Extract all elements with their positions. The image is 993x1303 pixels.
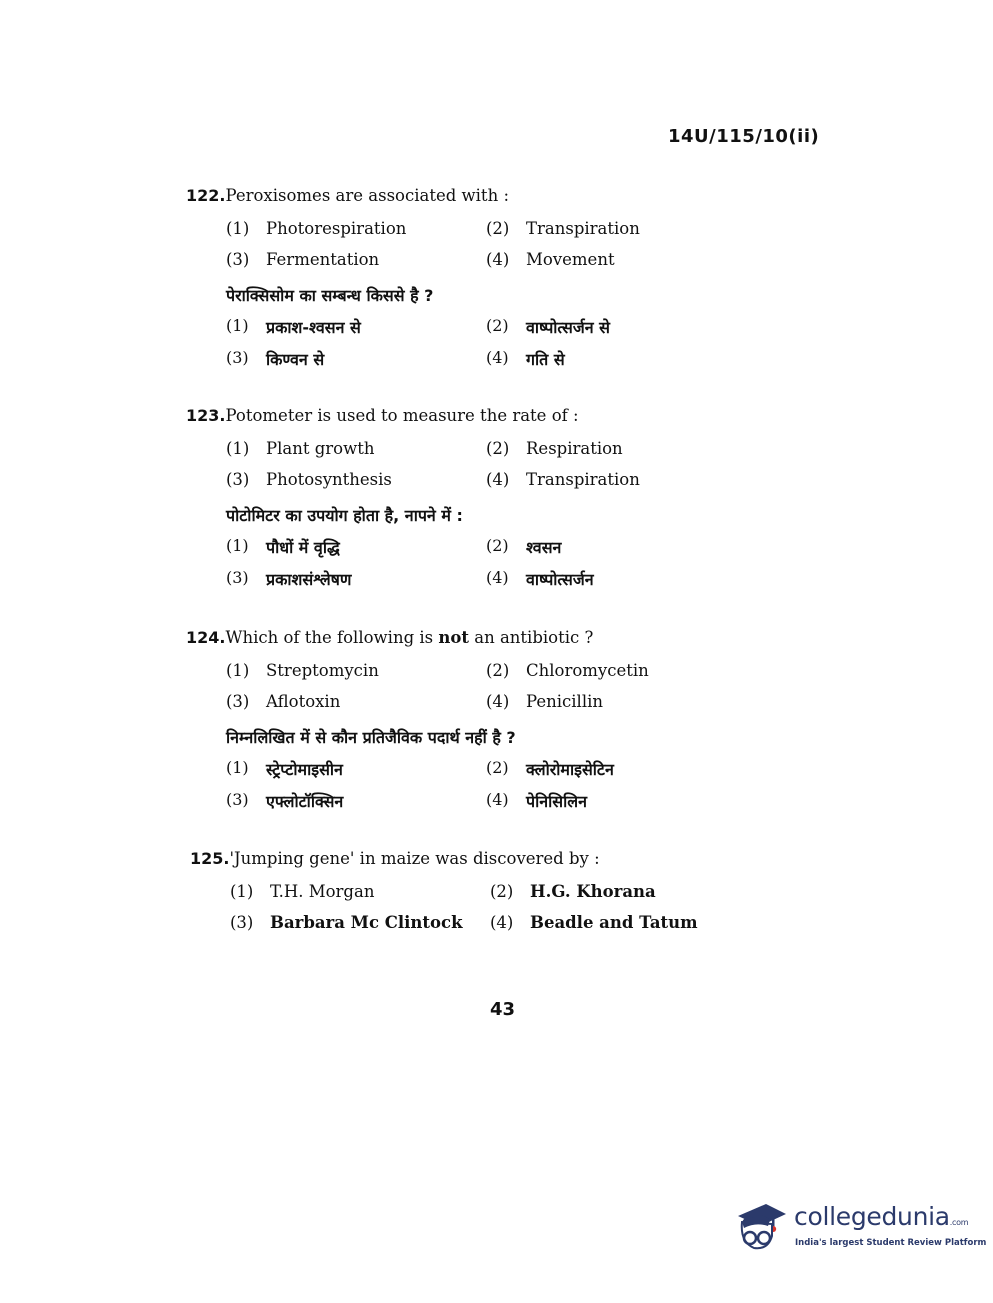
hindi-option-1: (1) स्ट्रेप्टोमाइसीन <box>226 758 343 779</box>
page-number: 43 <box>490 999 516 1020</box>
question-stem-hindi: पोटोमिटर का उपयोग होता है, नापने में : <box>226 506 463 525</box>
question-emphasis: not <box>438 628 469 647</box>
question-stem-hindi: निम्नलिखित में से कौन प्रतिजैविक पदार्थ नहीं है ? <box>226 728 516 747</box>
hindi-option-2: (2) क्लोरोमाइसेटिन <box>486 758 614 779</box>
option-3: (3) Barbara Mc Clintock <box>230 913 463 932</box>
question-stem: 'Jumping gene' in maize was discovered by : <box>229 849 600 868</box>
option-4: (4) Beadle and Tatum <box>490 913 698 932</box>
options-hindi <box>226 753 746 817</box>
logo-tagline: India's largest Student Review Platform <box>795 1238 987 1248</box>
question-number: 123. <box>186 406 226 425</box>
option-4: (4) Transpiration <box>486 470 640 489</box>
hindi-option-1: (1) प्रकाश-श्वसन से <box>226 316 361 337</box>
option-1: (1) Plant growth <box>226 439 375 458</box>
option-2: (2) Transpiration <box>486 219 640 238</box>
question-stem: Peroxisomes are associated with : <box>225 186 509 205</box>
question-stem: Which of the following is <box>225 628 439 647</box>
hindi-option-3: (3) प्रकाशसंश्लेषण <box>226 568 352 589</box>
question-stem-end: an antibiotic ? <box>469 628 594 647</box>
question-text <box>186 185 746 207</box>
option-2: (2) Chloromycetin <box>486 661 649 680</box>
question-124 <box>186 627 746 817</box>
collegedunia-logo <box>732 1196 987 1258</box>
option-3: (3) Fermentation <box>226 250 380 269</box>
logo-wordmark: collegedunia.com <box>794 1202 969 1231</box>
options-english <box>226 213 746 275</box>
options-english <box>226 433 746 495</box>
graduate-mascot-icon <box>732 1196 788 1254</box>
hindi-option-2: (2) श्वसन <box>486 536 562 557</box>
hindi-option-1: (1) पौधों में वृद्धि <box>226 536 340 557</box>
option-2: (2) Respiration <box>486 439 623 458</box>
paper-code: 14U/115/10(ii) <box>668 126 820 147</box>
question-text <box>186 405 746 427</box>
option-3: (3) Photosynthesis <box>226 470 392 489</box>
options-english <box>230 876 750 938</box>
question-123 <box>186 405 746 595</box>
option-3: (3) Aflotoxin <box>226 692 341 711</box>
option-4: (4) Penicillin <box>486 692 604 711</box>
options-english <box>226 655 746 717</box>
option-2: (2) H.G. Khorana <box>490 882 656 901</box>
hindi-option-4: (4) गति से <box>486 348 565 369</box>
question-number: 122. <box>186 186 226 205</box>
options-hindi <box>226 531 746 595</box>
option-4: (4) Movement <box>486 250 615 269</box>
hindi-version <box>186 505 746 595</box>
question-text <box>190 848 750 870</box>
option-1: (1) Streptomycin <box>226 661 379 680</box>
option-1: (1) T.H. Morgan <box>230 882 375 901</box>
question-122 <box>186 185 746 375</box>
question-125 <box>190 848 750 938</box>
hindi-option-2: (2) वाष्पोत्सर्जन से <box>486 316 610 337</box>
question-number: 124. <box>186 628 226 647</box>
hindi-option-3: (3) किण्वन से <box>226 348 325 369</box>
question-stem-hindi: पेराक्सिसोम का सम्बन्ध किससे है ? <box>226 286 434 305</box>
options-hindi <box>226 311 746 375</box>
hindi-version <box>186 285 746 375</box>
hindi-option-4: (4) वाष्पोत्सर्जन <box>486 568 594 589</box>
question-number: 125. <box>190 849 230 868</box>
option-1: (1) Photorespiration <box>226 219 407 238</box>
hindi-version <box>186 727 746 817</box>
hindi-option-4: (4) पेनिसिलिन <box>486 790 587 811</box>
hindi-option-3: (3) एफ्लोटॉक्सिन <box>226 790 344 811</box>
question-stem: Potometer is used to measure the rate of : <box>225 406 579 425</box>
question-text <box>186 627 746 649</box>
